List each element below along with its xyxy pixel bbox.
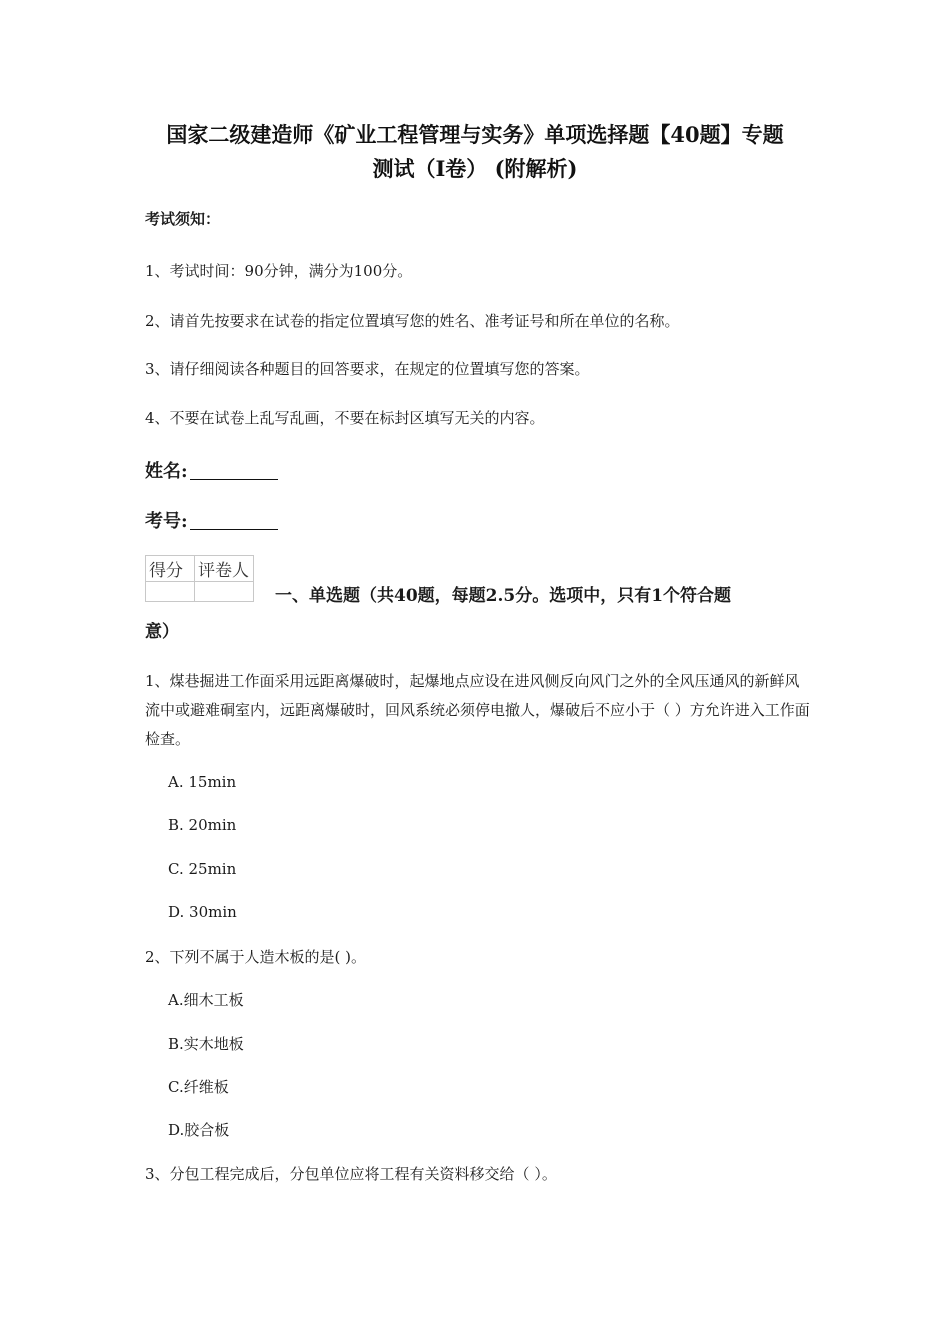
- document-title: [130, 118, 820, 186]
- question-2-option: D.胶合板: [168, 1121, 230, 1139]
- id-field[interactable]: [145, 507, 278, 533]
- question-1-option: D. 30min: [168, 903, 237, 921]
- section-heading-line-2: 意）: [145, 622, 179, 642]
- question-2: 2、下列不属于人造木板的是( )。: [145, 948, 367, 966]
- notice-item: 1、考试时间：90分钟，满分为100分。: [145, 262, 413, 280]
- name-field[interactable]: [145, 457, 278, 483]
- grader-header: 评卷人: [195, 556, 254, 582]
- question-3: 3、分包工程完成后，分包单位应将工程有关资料移交给（ ）。: [145, 1165, 557, 1183]
- question-1-option: C. 25min: [168, 860, 237, 878]
- question-1-option: B. 20min: [168, 816, 237, 834]
- notice-item: 3、请仔细阅读各种题目的回答要求，在规定的位置填写您的答案。: [145, 360, 590, 378]
- question-1: 1、煤巷掘进工作面采用远距离爆破时，起爆地点应设在进风侧反向风门之外的全风压通风的新鲜风流中或避难硐室内，远距离爆破时，回风系统必须停电撤人，爆破后不应小于（ ）方允许进入工作面检查。: [145, 672, 810, 748]
- notice-item: 2、请首先按要求在试卷的指定位置填写您的姓名、准考证号和所在单位的名称。: [145, 312, 680, 330]
- question-2-option: A.细木工板: [168, 991, 244, 1009]
- id-blank[interactable]: [190, 511, 278, 530]
- question-2-option: C.纤维板: [168, 1078, 229, 1096]
- score-header: 得分: [146, 556, 195, 582]
- question-1-option: A. 15min: [168, 773, 237, 791]
- name-label: 姓名:: [145, 461, 188, 482]
- title-line-2: 测试（I卷） (附解析): [372, 156, 578, 181]
- notice-heading: 考试须知：: [145, 210, 221, 228]
- section-heading-line-1: 一、单选题（共40题，每题2.5分。选项中，只有1个符合题: [275, 586, 732, 606]
- title-line-1: 国家二级建造师《矿业工程管理与实务》单项选择题【40题】专题: [166, 122, 784, 147]
- name-blank[interactable]: [190, 461, 278, 480]
- id-label: 考号:: [145, 511, 188, 532]
- section-heading: [145, 578, 805, 650]
- notice-item: 4、不要在试卷上乱写乱画，不要在标封区填写无关的内容。: [145, 409, 545, 427]
- question-2-option: B.实木地板: [168, 1035, 244, 1053]
